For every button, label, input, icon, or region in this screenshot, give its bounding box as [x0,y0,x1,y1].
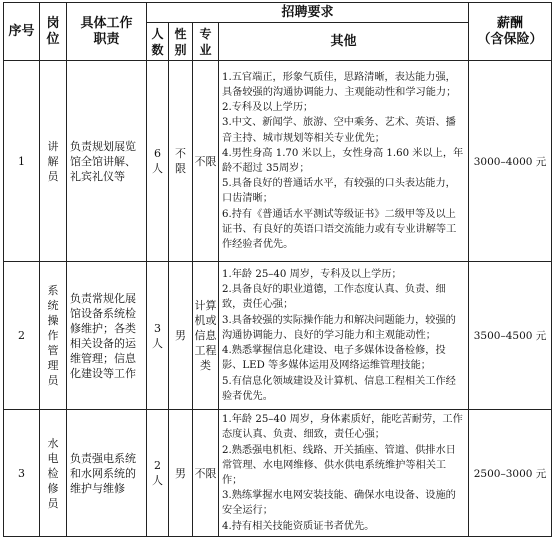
row-requirements [219,262,469,410]
row-duty: 负责规划展览馆全馆讲解、礼宾礼仪等 [67,61,147,262]
requirement-item: 1.年龄 25–40 周岁，身体素质好，能吃苦耐劳，工作态度认真、负责、细致，责任心强； [222,414,463,441]
recruitment-table-wrapper [3,2,552,537]
requirement-item: 6.持有《普通话水平测试等级证书》二级甲等及以上证书、有良好的英语口语交流能力或有专业讲解等工作经验者优先。 [222,208,457,251]
requirement-item: 3.熟练掌握水电网安装技能、确保水电设备、设施的安全运行； [222,490,456,517]
requirement-item: 3.中文、新闻学、旅游、空中乘务、艺术、英语、播音主持、城市规划等相关专业优先； [222,117,456,144]
row-index: 1 [4,61,40,262]
header-requirements: 招聘要求 [147,3,469,23]
requirement-item: 2.熟悉强电机柜、线路、开关插座、管道、供排水日常管理、水电网维修、供水供电系统维护等相关工作； [222,444,456,486]
row-salary: 2500–3000 元 [469,410,552,537]
requirement-item: 4.持有相关技能资质证书者优先。 [222,520,375,532]
row-count: 2 人 [147,410,169,537]
row-gender: 男 [169,410,193,537]
row-major: 不限 [193,61,219,262]
header-salary: 薪酬 （含保险） [469,3,552,61]
recruitment-table [3,2,552,537]
requirement-item: 5.有信息化领域建设及计算机、信息工程相关工作经验者优先。 [222,375,456,402]
row-position: 讲 解 员 [40,61,67,262]
row-salary: 3500–4500 元 [469,262,552,410]
requirement-item: 4.熟悉掌握信息化建设、电子多媒体设备检修，投影、LED 等多媒体运用及网络运维管理技能； [222,345,446,372]
header-duty: 具体工作 职责 [67,3,147,61]
row-position: 系 统 操 作 管 理 员 [40,262,67,410]
row-major: 不限 [193,410,219,537]
table-row [4,262,552,410]
row-duty: 负责强电系统和水网系统的维护与维修 [67,410,147,537]
requirement-item: 1.年龄 25–40 周岁，专科及以上学历； [222,269,402,281]
row-salary: 3000–4000 元 [469,61,552,262]
header-gender: 性 别 [169,23,193,61]
row-requirements [219,61,469,262]
row-index: 3 [4,410,40,537]
table-row [4,410,552,537]
row-gender: 不 限 [169,61,193,262]
row-requirements [219,410,469,537]
row-major: 计算 机或 信息 工程 类 [193,262,219,410]
row-count: 3 人 [147,262,169,410]
header-other: 其他 [219,23,469,61]
header-index: 序号 [4,3,40,61]
header-position: 岗 位 [40,3,67,61]
requirement-item: 4.男性身高 1.70 米以上，女性身高 1.60 米以上，年龄不超过 35周岁； [222,147,464,174]
requirement-item: 2.专科及以上学历； [222,102,314,114]
requirement-item: 3.具备较强的实际操作能力和解决问题能力，较强的沟通协调能力、良好的学习能力和主观能动性； [222,314,456,341]
requirement-item: 2.具备良好的职业道德，工作态度认真、负责、细致，责任心强； [222,284,446,311]
row-index: 2 [4,262,40,410]
header-major: 专 业 [193,23,219,61]
row-count: 6 人 [147,61,169,262]
header-count: 人 数 [147,23,169,61]
requirement-item: 1.五官端正，形象气质佳，思路清晰，表达能力强，具备较强的沟通协调能力、主观能动性和学习能力； [222,71,457,98]
requirement-item: 5.具备良好的普通话水平，有较强的口头表达能力，口齿清晰； [222,178,456,205]
row-gender: 男 [169,262,193,410]
row-position: 水 电 检 修 员 [40,410,67,537]
table-row [4,61,552,262]
row-duty: 负责常规化展馆设备系统检修维护；各类相关设备的运维管理；信息化建设等工作 [67,262,147,410]
